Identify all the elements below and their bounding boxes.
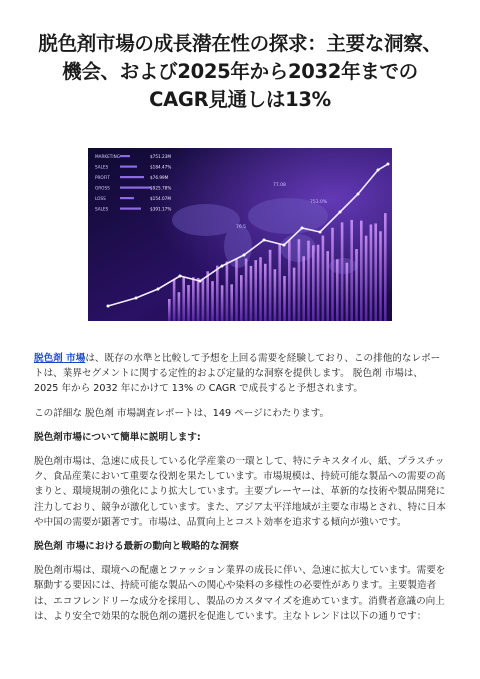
decor-bar [312,245,315,321]
decor-bar [206,271,209,321]
decor-bar [370,224,373,321]
panel-label: PROFIT [95,175,110,180]
decor-bar [269,250,272,321]
decor-bar [374,223,377,321]
decor-bar [307,241,310,321]
trend-point [157,288,160,291]
panel-value: $184.47% [150,164,172,170]
trend-point [319,231,322,234]
decor-bar [283,276,286,321]
decor-bar [202,278,205,321]
decor-bar [336,259,339,321]
panel-label: MARKETING [95,154,120,159]
decor-bar [317,245,320,321]
decor-bar [240,275,243,321]
decor-bar [168,299,171,321]
trend-point [135,297,138,300]
panel-value: $391.17% [150,206,172,212]
panel-bar [120,187,151,189]
panel-bar [120,155,130,157]
intro-paragraph [34,351,446,397]
intro-text: は、既存の水準と比較して予想を上回る需要を経験しており、この排他的なレポートは、業界セグメントに関する定性的および定量的な洞察を提供します。 脱色剤 市場は、2025 年から 2032 年にかけて 13% の CAGR で成長すると予想されます。 [34,353,441,395]
section1-heading: 脱色剤市場について簡単に説明します: [34,431,201,443]
decor-bar [245,259,248,321]
panel-value: $925.78% [150,185,172,191]
trend-point [199,280,202,283]
trend-point [339,211,342,214]
decor-bar [230,284,233,321]
trend-point [357,193,360,196]
decor-bar [197,278,200,321]
trend-point [243,254,246,257]
panel-bar [120,166,137,168]
trend-point [107,305,110,308]
decor-bar [293,268,296,321]
panel-value: $154.07M [150,196,171,201]
decor-bar [226,261,229,321]
decor-bar [173,280,176,321]
trend-point [377,169,380,172]
decor-bar [365,236,368,321]
decor-bar [192,277,195,321]
decor-bar [182,278,185,321]
decor-bar [250,266,253,321]
panel-label: SALES [95,206,109,212]
decor-bar [322,236,325,321]
decor-bar [331,228,334,321]
trend-point [263,239,266,242]
decor-bar [254,260,257,321]
decor-bar [216,266,219,321]
decor-bar [298,239,301,321]
decor-bar [350,220,353,321]
trend-point [179,275,182,278]
panel-label: SALES [95,164,109,170]
decor-bar [379,231,382,321]
decor-bar [274,269,277,321]
map-value-label: 77.08 [273,183,286,188]
decor-bar [178,292,181,321]
map-value-label: 76.5 [236,225,247,230]
panel-label: GROSS [95,185,110,191]
decor-bar [326,251,329,321]
decor-bar [288,240,291,321]
decor-bar [264,264,267,321]
trend-point [387,163,390,166]
decor-bar [278,244,281,321]
decor-bar [341,222,344,321]
page-title: 脱色剤市場の成長潜在性の探求：主要な洞察、機会、および2025年から2032年までのCAGR見通しは13% [38,32,442,111]
decor-bar [346,263,349,321]
decor-bar [302,256,305,321]
panel-bar [120,197,134,199]
decor-bar [221,285,224,321]
section2-heading: 脱色剤 市場における最新の動向と戦略的な洞察 [34,541,239,553]
panel-value: $751.23M [150,154,171,159]
decor-bar [259,257,262,321]
panel-bar [120,208,141,210]
article-body [34,351,446,624]
trend-point [283,244,286,247]
section2-text: 脱色剤市場は、環境への配慮とファッション業界の成長に伴い、急速に拡大しています。需要を駆動する要因には、持続可能な製品への関心や染料の多様性の必要性があります。主要製造者は、エコフレンドリーな成分を採用し、製品のカスタマイズを進めています。消費者意識の向上は、より安全で効果的な脱色剤の選択を促進しています。主なトレンドは以下の通りです： [34,565,446,622]
decor-bar [355,249,358,321]
decor-bar [187,285,190,321]
decor-bar [235,259,238,321]
pages-note: この詳細な 脱色剤 市場調査レポートは、149 ページにわたります。 [34,407,330,419]
market-link[interactable]: 脱色剤 市場 [34,353,86,364]
trend-point [301,227,304,230]
decor-bar [211,281,214,321]
section1-text: 脱色剤市場は、急速に成長している化学産業の一環として、特にテキスタイル、紙、プラスチック、食品産業において重要な役割を果たしています。市場規模は、持続可能な製品への需要の高まりと、環境規制の強化により拡大しています。主要プレーヤーは、革新的な技術や製品開発に注力しており、競争が激化しています。また、アジア太平洋地域が主要な市場とされ、特に日本や中国の需要が顕著です。市場は、品質向上とコスト効率を追求する傾向が強いです。 [34,456,446,528]
panel-bar [120,176,144,178]
hero-market-chart-image [88,148,392,321]
map-value-label: 753.0% [310,200,328,205]
trend-point [221,265,224,268]
decor-bar [360,221,363,321]
panel-value: $76.99M [150,175,169,180]
panel-label: LOSS [95,196,106,201]
decor-bar [384,213,387,321]
